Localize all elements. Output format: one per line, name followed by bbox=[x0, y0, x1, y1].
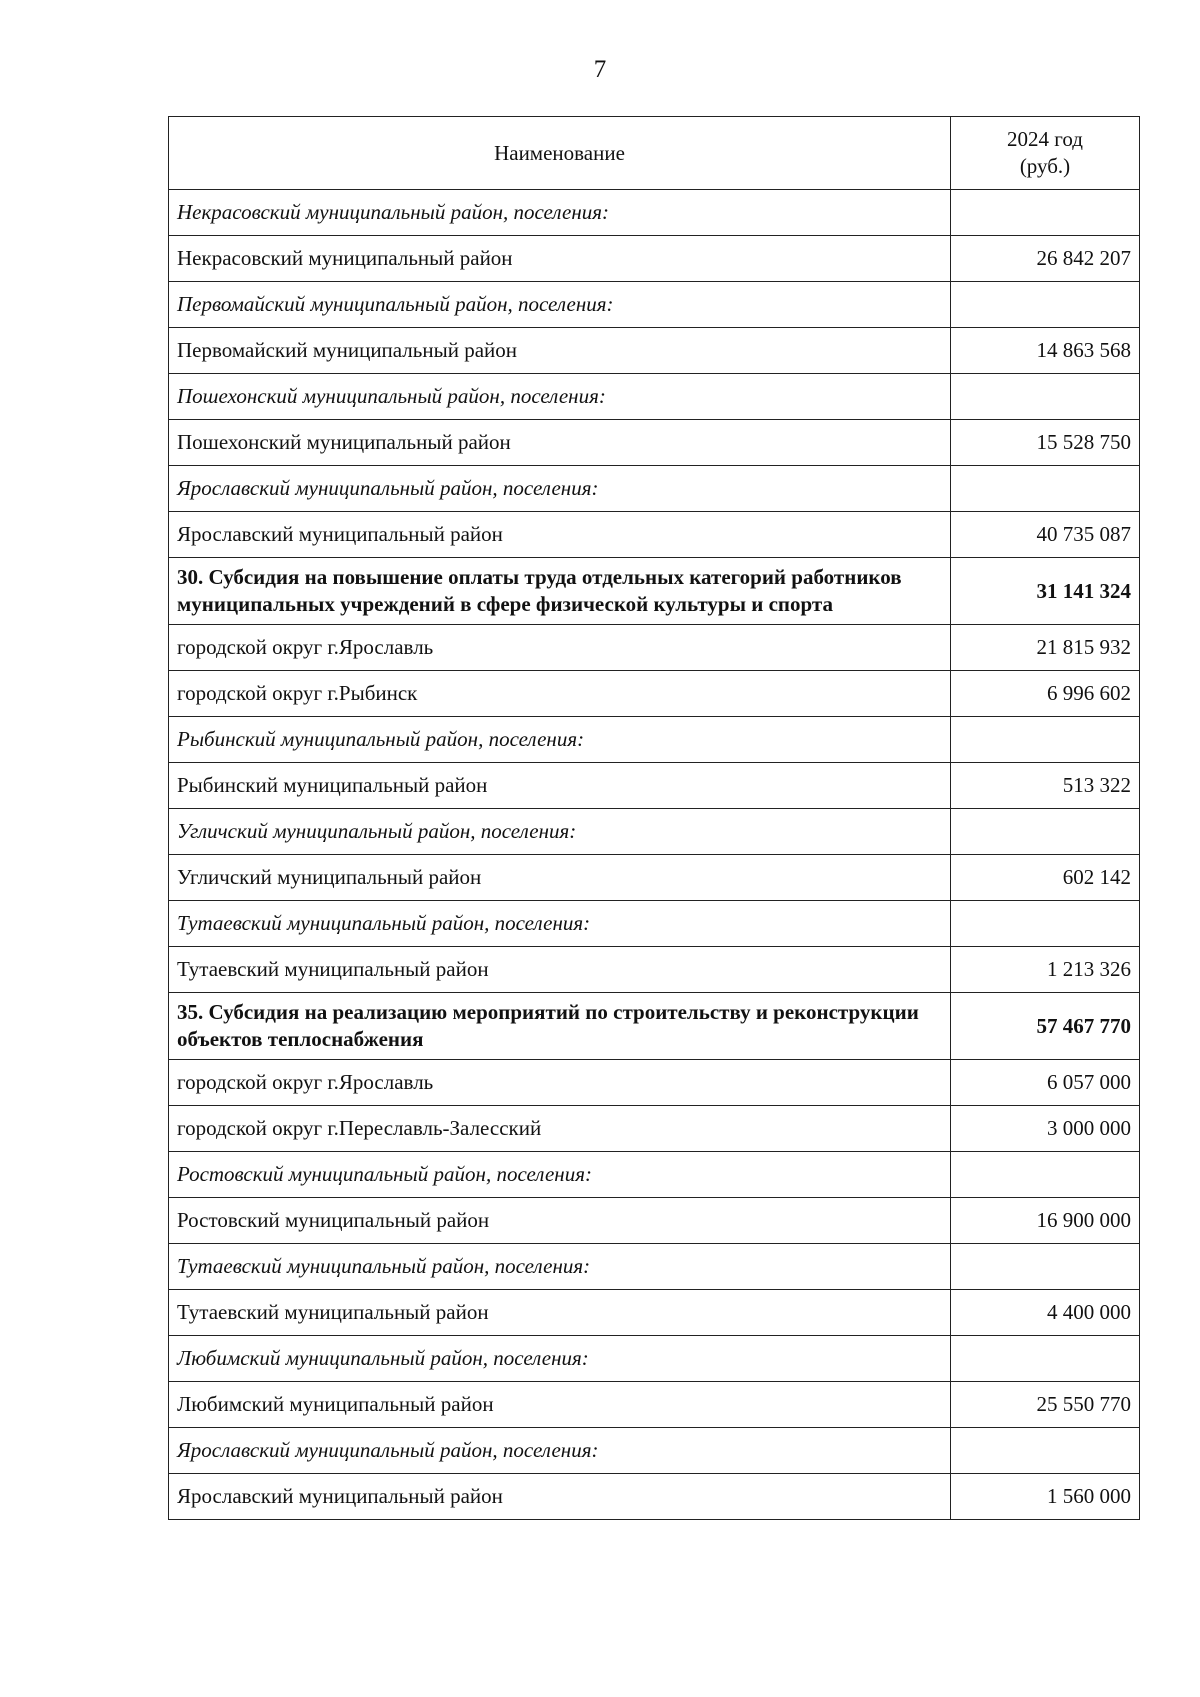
row-amount bbox=[951, 1428, 1140, 1474]
table-body bbox=[169, 190, 1140, 1520]
row-name: Первомайский муниципальный район bbox=[169, 328, 951, 374]
row-name: Некрасовский муниципальный район bbox=[169, 236, 951, 282]
row-amount bbox=[951, 717, 1140, 763]
group-row bbox=[169, 1152, 1140, 1198]
table-row bbox=[169, 1290, 1140, 1336]
row-name: Рыбинский муниципальный район bbox=[169, 763, 951, 809]
row-amount: 3 000 000 bbox=[951, 1106, 1140, 1152]
row-name: Угличский муниципальный район bbox=[169, 855, 951, 901]
row-name: городской округ г.Ярославль bbox=[169, 625, 951, 671]
row-amount: 21 815 932 bbox=[951, 625, 1140, 671]
row-name: городской округ г.Переславль-Залесский bbox=[169, 1106, 951, 1152]
row-name: Ярославский муниципальный район bbox=[169, 512, 951, 558]
header-unit: (руб.) bbox=[1019, 154, 1071, 178]
section-row bbox=[169, 993, 1140, 1060]
table-row bbox=[169, 512, 1140, 558]
table-row bbox=[169, 1474, 1140, 1520]
row-amount: 6 996 602 bbox=[951, 671, 1140, 717]
row-amount: 6 057 000 bbox=[951, 1060, 1140, 1106]
group-row bbox=[169, 1428, 1140, 1474]
row-amount: 1 560 000 bbox=[951, 1474, 1140, 1520]
section-title: 35. Субсидия на реализацию мероприятий по строительству и реконструкции объектов теплоснабжения bbox=[169, 993, 951, 1060]
row-amount: 1 213 326 bbox=[951, 947, 1140, 993]
table-header-row bbox=[169, 117, 1140, 190]
table-row bbox=[169, 763, 1140, 809]
subsidy-table bbox=[168, 116, 1140, 1520]
table-row bbox=[169, 947, 1140, 993]
row-amount: 14 863 568 bbox=[951, 328, 1140, 374]
group-row bbox=[169, 466, 1140, 512]
table-row bbox=[169, 625, 1140, 671]
group-row bbox=[169, 190, 1140, 236]
table-row bbox=[169, 236, 1140, 282]
row-amount: 602 142 bbox=[951, 855, 1140, 901]
group-label: Тутаевский муниципальный район, поселения: bbox=[169, 901, 951, 947]
table-row bbox=[169, 1060, 1140, 1106]
table-row bbox=[169, 1106, 1140, 1152]
row-amount bbox=[951, 282, 1140, 328]
row-amount: 26 842 207 bbox=[951, 236, 1140, 282]
table-row bbox=[169, 855, 1140, 901]
group-row bbox=[169, 374, 1140, 420]
page-number: 7 bbox=[593, 56, 607, 83]
group-label: Рыбинский муниципальный район, поселения: bbox=[169, 717, 951, 763]
row-name: Любимский муниципальный район bbox=[169, 1382, 951, 1428]
row-name: Ярославский муниципальный район bbox=[169, 1474, 951, 1520]
group-row bbox=[169, 901, 1140, 947]
row-amount bbox=[951, 1336, 1140, 1382]
row-amount bbox=[951, 466, 1140, 512]
group-label: Первомайский муниципальный район, поселения: bbox=[169, 282, 951, 328]
row-amount: 15 528 750 bbox=[951, 420, 1140, 466]
group-label: Ярославский муниципальный район, поселения: bbox=[169, 1428, 951, 1474]
row-amount bbox=[951, 809, 1140, 855]
table-row bbox=[169, 1198, 1140, 1244]
row-amount: 40 735 087 bbox=[951, 512, 1140, 558]
group-row bbox=[169, 282, 1140, 328]
row-name: Ростовский муниципальный район bbox=[169, 1198, 951, 1244]
header-year-unit bbox=[951, 117, 1140, 190]
group-label: Пошехонский муниципальный район, поселения: bbox=[169, 374, 951, 420]
row-name: городской округ г.Ярославль bbox=[169, 1060, 951, 1106]
group-row bbox=[169, 1336, 1140, 1382]
row-amount bbox=[951, 1244, 1140, 1290]
group-label: Угличский муниципальный район, поселения: bbox=[169, 809, 951, 855]
section-title: 30. Субсидия на повышение оплаты труда отдельных категорий работников муниципальных учреждений в сфере физической культуры и спорта bbox=[169, 558, 951, 625]
row-amount bbox=[951, 1152, 1140, 1198]
row-name: Тутаевский муниципальный район bbox=[169, 1290, 951, 1336]
row-name: городской округ г.Рыбинск bbox=[169, 671, 951, 717]
group-row bbox=[169, 1244, 1140, 1290]
group-label: Тутаевский муниципальный район, поселения: bbox=[169, 1244, 951, 1290]
group-label: Любимский муниципальный район, поселения: bbox=[169, 1336, 951, 1382]
table-row bbox=[169, 328, 1140, 374]
row-amount bbox=[951, 901, 1140, 947]
group-label: Некрасовский муниципальный район, поселения: bbox=[169, 190, 951, 236]
row-amount bbox=[951, 374, 1140, 420]
row-name: Пошехонский муниципальный район bbox=[169, 420, 951, 466]
row-amount: 25 550 770 bbox=[951, 1382, 1140, 1428]
group-row bbox=[169, 809, 1140, 855]
row-name: Тутаевский муниципальный район bbox=[169, 947, 951, 993]
section-row bbox=[169, 558, 1140, 625]
row-amount: 4 400 000 bbox=[951, 1290, 1140, 1336]
table-row bbox=[169, 420, 1140, 466]
section-total: 57 467 770 bbox=[951, 993, 1140, 1060]
header-name: Наименование bbox=[169, 117, 951, 190]
table-row bbox=[169, 1382, 1140, 1428]
row-amount: 16 900 000 bbox=[951, 1198, 1140, 1244]
group-label: Ростовский муниципальный район, поселения: bbox=[169, 1152, 951, 1198]
section-total: 31 141 324 bbox=[951, 558, 1140, 625]
row-amount bbox=[951, 190, 1140, 236]
header-year: 2024 год bbox=[1007, 127, 1083, 151]
row-amount: 513 322 bbox=[951, 763, 1140, 809]
group-label: Ярославский муниципальный район, поселения: bbox=[169, 466, 951, 512]
group-row bbox=[169, 717, 1140, 763]
table-row bbox=[169, 671, 1140, 717]
